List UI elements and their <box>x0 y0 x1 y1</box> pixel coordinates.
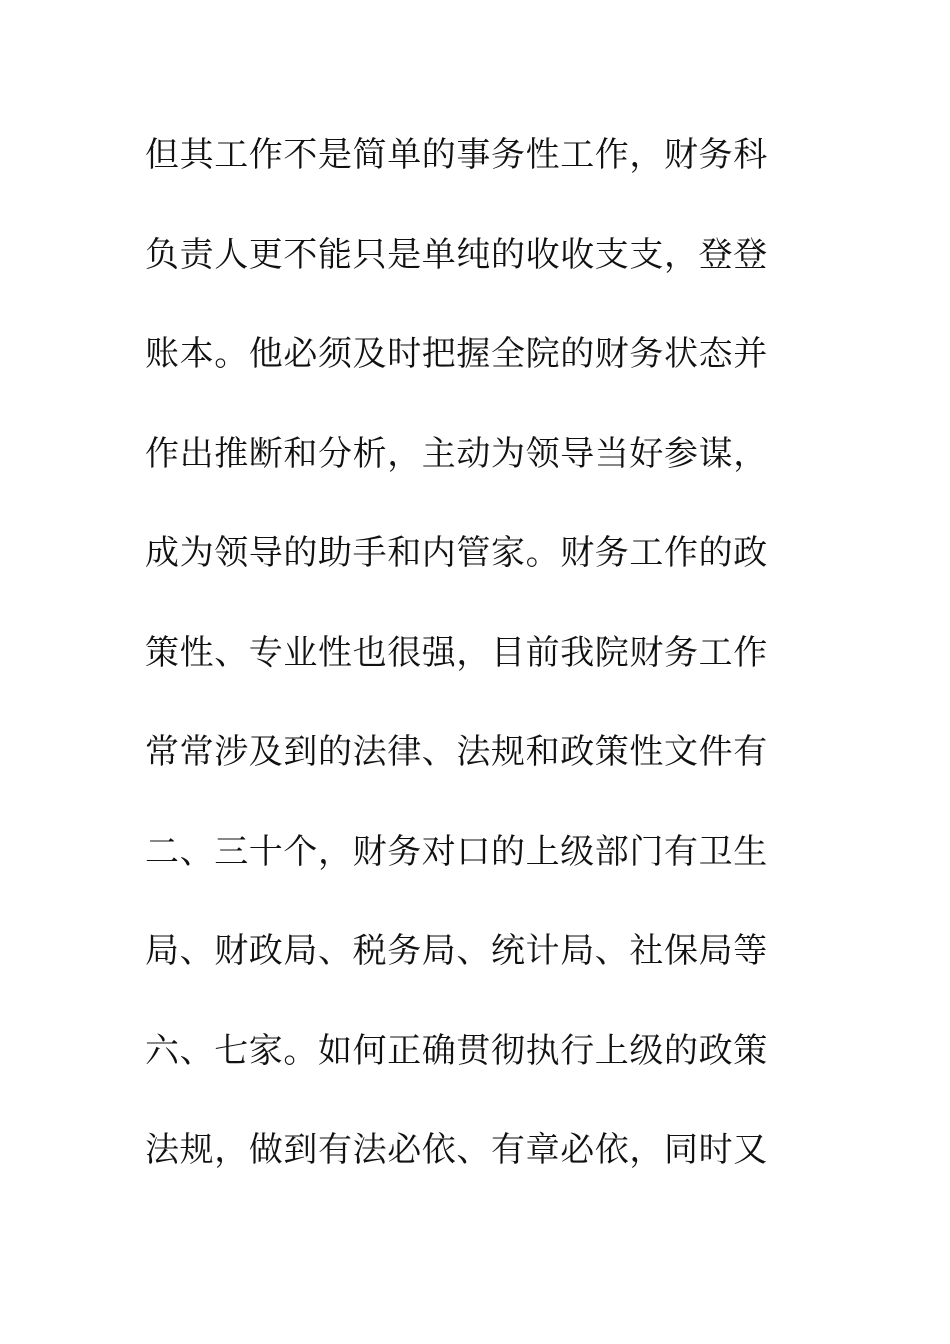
text-line: 作出推断和分析，主动为领导当好参谋， <box>145 433 768 474</box>
text-line: 六、七家。如何正确贯彻执行上级的政策 <box>145 1030 768 1071</box>
text-line: 负责人更不能只是单纯的收收支支，登登 <box>145 234 768 275</box>
text-line: 账本。他必须及时把握全院的财务状态并 <box>145 334 768 374</box>
text-line: 常常涉及到的法律、法规和政策性文件有 <box>145 732 768 772</box>
text-line: 法规，做到有法必依、有章必依，同时又 <box>145 1130 768 1170</box>
body-paragraph <box>145 124 785 1219</box>
text-line: 局、财政局、税务局、统计局、社保局等 <box>145 931 768 971</box>
text-line: 但其工作不是简单的事务性工作，财务科 <box>145 135 768 175</box>
text-line: 策性、专业性也很强，目前我院财务工作 <box>145 632 768 673</box>
text-line: 二、三十个，财务对口的上级部门有卫生 <box>145 831 768 872</box>
text-line: 成为领导的助手和内管家。财务工作的政 <box>145 533 768 573</box>
